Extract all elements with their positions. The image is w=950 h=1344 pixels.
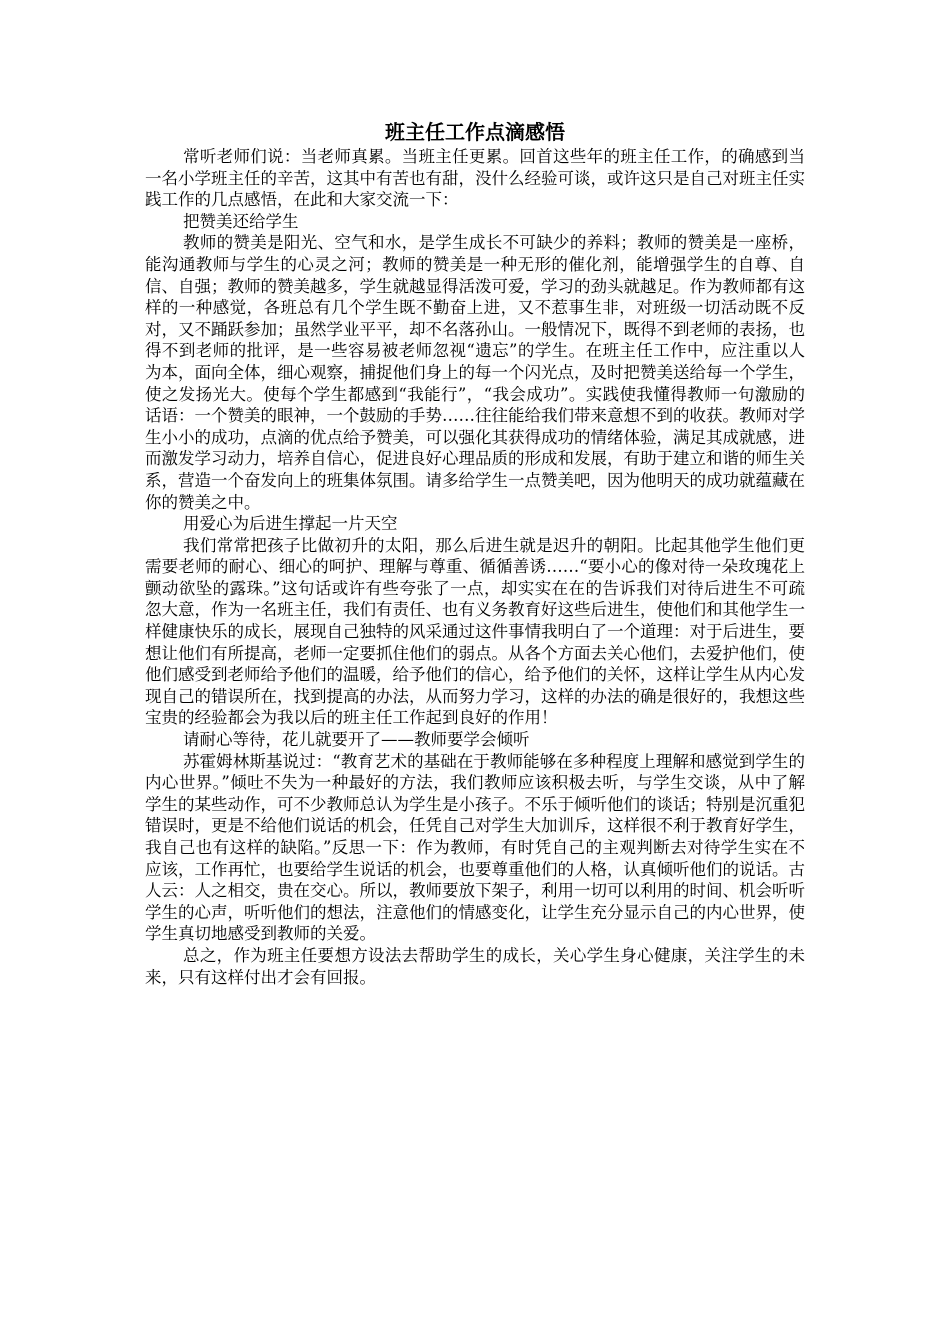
intro-paragraph: 常听老师们说：当老师真累。当班主任更累。回首这些年的班主任工作，的确感到当一名小学班主任的辛苦，这其中有苦也有甜，没什么经验可谈，或许这只是自己对班主任实践工作的几点感悟，在此和大家交流一下： xyxy=(145,147,805,210)
document-title: 班主任工作点滴感悟 xyxy=(385,120,565,144)
section-heading-love: 用爱心为后进生撑起一片天空 xyxy=(183,514,398,534)
section-body-praise: 教师的赞美是阳光、空气和水，是学生成长不可缺少的养料；教师的赞美是一座桥，能沟通教师与学生的心灵之河；教师的赞美是一种无形的催化剂，能增强学生的自尊、自信、自强；教师的赞美越多，学生就越显得活泼可爱，学习的劲头就越足。作为教师都有这样的一种感觉，各班总有几个学生既不勤奋上进，又不惹事生非，对班级一切活动既不反对，又不踊跃参加；虽然学业平平，却不名落孙山。一般情况下，既得不到老师的表扬，也得不到老师的批评，是一些容易被老师忽视“遗忘”的学生。在班主任工作中，应注重以人为本，面向全体，细心观察，捕捉他们身上的每一个闪光点，及时把赞美送给每一个学生，使之发扬光大。使每个学生都感到“我能行”，“我会成功”。实践使我懂得教师一句激励的话语：一个赞美的眼神，一个鼓励的手势……往往能给我们带来意想不到的收获。教师对学生小小的成功，点滴的优点给予赞美，可以强化其获得成功的情绪体验，满足其成就感，进而激发学习动力，培养自信心，促进良好心理品质的形成和发展，有助于建立和谐的师生关系，营造一个奋发向上的班集体氛围。请多给学生一点赞美吧，因为他明天的成功就蕴藏在你的赞美之中。 xyxy=(145,233,805,512)
section-body-love: 我们常常把孩子比做初升的太阳，那么后进生就是迟升的朝阳。比起其他学生他们更需要老师的耐心、细心的呵护、理解与尊重、循循善诱……“要小心的像对待一朵玫瑰花上颤动欲坠的露珠。”这句话或许有些夸张了一点，却实实在在的告诉我们对待后进生不可疏忽大意，作为一名班主任，我们有责任、也有义务教育好这些后进生，使他们和其他学生一样健康快乐的成长，展现自己独特的风采通过这件事情我明白了一个道理：对于后进生，要想让他们有所提高，老师一定要抓住他们的弱点。从各个方面去关心他们，去爱护他们，使他们感受到老师给予他们的温暖，给予他们的信心，给予他们的关怀，这样让学生从内心发现自己的错误所在，找到提高的办法，从而努力学习，这样的办法的确是很好的，我想这些宝贵的经验都会为我以后的班主任工作起到良好的作用！ xyxy=(145,535,805,728)
conclusion-paragraph: 总之，作为班主任要想方设法去帮助学生的成长，关心学生身心健康，关注学生的未来，只有这样付出才会有回报。 xyxy=(145,945,805,987)
section-heading-listening: 请耐心等待，花儿就要开了——教师要学会倾听 xyxy=(183,730,530,750)
section-body-listening: 苏霍姆林斯基说过：“教育艺术的基础在于教师能够在多种程度上理解和感觉到学生的内心世界。”倾吐不失为一种最好的方法，我们教师应该积极去听，与学生交谈，从中了解学生的某些动作，可不少教师总认为学生是小孩子。不乐于倾听他们的谈话；特别是沉重犯错误时，更是不给他们说话的机会，任凭自己对学生大加训斥，这样很不利于教育好学生，我自己也有这样的缺陷。”反思一下：作为教师，有时凭自己的主观判断去对待学生实在不应该，工作再忙，也要给学生说话的机会，也要尊重他们的人格，认真倾听他们的说话。古人云：人之相交，贵在交心。所以，教师要放下架子，利用一切可以利用的时间、机会听听学生的心声，听听他们的想法，注意他们的情感变化，让学生充分显示自己的内心世界，使学生真切地感受到教师的关爱。 xyxy=(145,751,805,944)
document-body xyxy=(145,118,805,988)
section-heading-praise: 把赞美还给学生 xyxy=(183,211,299,231)
